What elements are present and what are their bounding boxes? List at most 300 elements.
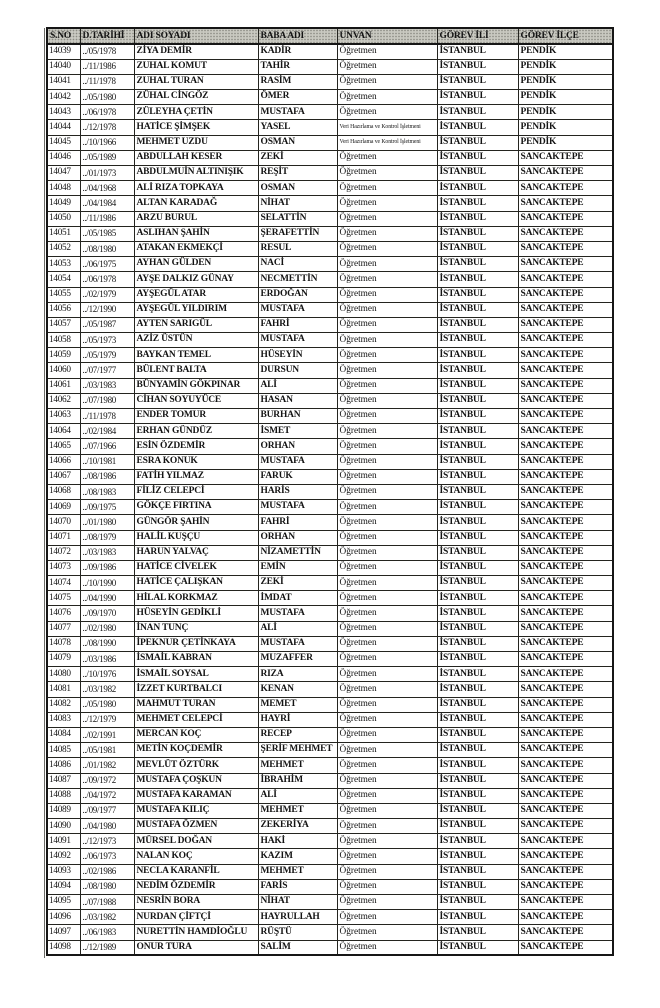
cell-district: SANCAKTEPE — [518, 910, 613, 925]
cell-full-name: İZZET KURTBALCI — [134, 682, 258, 697]
cell-title: Öğretmen — [337, 819, 437, 834]
cell-full-name: ZÜHAL CİNGÖZ — [134, 90, 258, 105]
cell-district: SANCAKTEPE — [518, 834, 613, 849]
table-row — [47, 302, 613, 317]
cell-birth-date: ../05/1989 — [80, 150, 134, 165]
cell-birth-date: ../04/1980 — [80, 819, 134, 834]
cell-father-name: FARUK — [258, 469, 337, 484]
cell-father-name: MUSTAFA — [258, 302, 337, 317]
cell-father-name: MUSTAFA — [258, 606, 337, 621]
column-header-father-name: BABA ADI — [258, 28, 337, 44]
cell-title: Öğretmen — [337, 105, 437, 120]
cell-father-name: KENAN — [258, 682, 337, 697]
cell-district: SANCAKTEPE — [518, 241, 613, 256]
table-row — [47, 241, 613, 256]
cell-father-name: SALİM — [258, 940, 337, 955]
table-row — [47, 545, 613, 560]
cell-district: SANCAKTEPE — [518, 606, 613, 621]
cell-sno: 14046 — [47, 150, 80, 165]
cell-father-name: ŞERAFETTİN — [258, 226, 337, 241]
cell-father-name: DURSUN — [258, 363, 337, 378]
cell-birth-date: ../02/1980 — [80, 621, 134, 636]
cell-father-name: NİZAMETTİN — [258, 545, 337, 560]
cell-province: İSTANBUL — [437, 135, 518, 150]
cell-father-name: MEHMET — [258, 758, 337, 773]
cell-province: İSTANBUL — [437, 895, 518, 910]
cell-sno: 14049 — [47, 196, 80, 211]
cell-full-name: HALİL KUŞÇU — [134, 530, 258, 545]
cell-title: Öğretmen — [337, 196, 437, 211]
cell-province: İSTANBUL — [437, 439, 518, 454]
cell-birth-date: ../04/1990 — [80, 591, 134, 606]
cell-birth-date: ../09/1986 — [80, 560, 134, 575]
cell-district: PENDİK — [518, 105, 613, 120]
cell-district: SANCAKTEPE — [518, 226, 613, 241]
cell-full-name: MEVLÜT ÖZTÜRK — [134, 758, 258, 773]
cell-father-name: ALİ — [258, 621, 337, 636]
cell-province: İSTANBUL — [437, 682, 518, 697]
cell-province: İSTANBUL — [437, 181, 518, 196]
cell-full-name: ABDULMUİN ALTINIŞIK — [134, 166, 258, 181]
cell-province: İSTANBUL — [437, 621, 518, 636]
cell-father-name: RECEP — [258, 727, 337, 742]
cell-father-name: ALİ — [258, 378, 337, 393]
cell-full-name: NEDİM ÖZDEMİR — [134, 879, 258, 894]
table-row — [47, 895, 613, 910]
cell-district: SANCAKTEPE — [518, 393, 613, 408]
cell-sno: 14064 — [47, 424, 80, 439]
cell-full-name: NURETTİN HAMDİOĞLU — [134, 925, 258, 940]
cell-birth-date: ../11/1978 — [80, 74, 134, 89]
cell-sno: 14083 — [47, 712, 80, 727]
cell-province: İSTANBUL — [437, 484, 518, 499]
cell-province: İSTANBUL — [437, 849, 518, 864]
cell-title: Öğretmen — [337, 302, 437, 317]
cell-province: İSTANBUL — [437, 150, 518, 165]
cell-birth-date: ../02/1991 — [80, 727, 134, 742]
table-row — [47, 803, 613, 818]
cell-full-name: ARZU BURUL — [134, 211, 258, 226]
cell-title: Öğretmen — [337, 272, 437, 287]
cell-district: PENDİK — [518, 90, 613, 105]
cell-title: Öğretmen — [337, 849, 437, 864]
cell-sno: 14057 — [47, 317, 80, 332]
cell-birth-date: ../10/1976 — [80, 667, 134, 682]
cell-province: İSTANBUL — [437, 317, 518, 332]
cell-district: SANCAKTEPE — [518, 621, 613, 636]
cell-district: SANCAKTEPE — [518, 378, 613, 393]
cell-father-name: RIZA — [258, 667, 337, 682]
cell-birth-date: ../12/1990 — [80, 302, 134, 317]
cell-birth-date: ../07/1966 — [80, 439, 134, 454]
cell-father-name: ORHAN — [258, 439, 337, 454]
table-row — [47, 469, 613, 484]
cell-full-name: BÜLENT BALTA — [134, 363, 258, 378]
cell-title: Öğretmen — [337, 348, 437, 363]
cell-full-name: AYHAN GÜLDEN — [134, 257, 258, 272]
cell-sno: 14055 — [47, 287, 80, 302]
table-row — [47, 120, 613, 135]
cell-province: İSTANBUL — [437, 378, 518, 393]
cell-title: Öğretmen — [337, 257, 437, 272]
cell-birth-date: ../05/1973 — [80, 333, 134, 348]
cell-full-name: METİN KOÇDEMİR — [134, 743, 258, 758]
cell-birth-date: ../09/1972 — [80, 773, 134, 788]
table-row — [47, 317, 613, 332]
cell-district: SANCAKTEPE — [518, 409, 613, 424]
cell-full-name: ZÜLEYHA ÇETİN — [134, 105, 258, 120]
table-row — [47, 864, 613, 879]
cell-province: İSTANBUL — [437, 652, 518, 667]
cell-title: Öğretmen — [337, 545, 437, 560]
cell-sno: 14070 — [47, 515, 80, 530]
cell-province: İSTANBUL — [437, 803, 518, 818]
cell-district: SANCAKTEPE — [518, 712, 613, 727]
cell-sno: 14047 — [47, 166, 80, 181]
cell-province: İSTANBUL — [437, 591, 518, 606]
cell-sno: 14063 — [47, 409, 80, 424]
cell-province: İSTANBUL — [437, 74, 518, 89]
cell-province: İSTANBUL — [437, 727, 518, 742]
cell-sno: 14044 — [47, 120, 80, 135]
cell-title: Öğretmen — [337, 226, 437, 241]
table-row — [47, 743, 613, 758]
cell-full-name: MUSTAFA ÇOŞKUN — [134, 773, 258, 788]
cell-full-name: HATİCE ŞİMŞEK — [134, 120, 258, 135]
cell-province: İSTANBUL — [437, 105, 518, 120]
cell-father-name: RESUL — [258, 241, 337, 256]
cell-province: İSTANBUL — [437, 606, 518, 621]
cell-district: SANCAKTEPE — [518, 272, 613, 287]
cell-district: SANCAKTEPE — [518, 652, 613, 667]
cell-district: SANCAKTEPE — [518, 849, 613, 864]
cell-sno: 14045 — [47, 135, 80, 150]
cell-full-name: İPEKNUR ÇETİNKAYA — [134, 636, 258, 651]
cell-title: Öğretmen — [337, 166, 437, 181]
cell-sno: 14072 — [47, 545, 80, 560]
cell-full-name: CİHAN SOYUYÜCE — [134, 393, 258, 408]
cell-birth-date: ../12/1989 — [80, 940, 134, 955]
table-row — [47, 773, 613, 788]
cell-district: SANCAKTEPE — [518, 439, 613, 454]
cell-father-name: KAZIM — [258, 849, 337, 864]
cell-title: Öğretmen — [337, 576, 437, 591]
cell-full-name: MUSTAFA KILIÇ — [134, 803, 258, 818]
cell-district: SANCAKTEPE — [518, 302, 613, 317]
table-row — [47, 819, 613, 834]
cell-birth-date: ../01/1982 — [80, 758, 134, 773]
cell-title: Öğretmen — [337, 758, 437, 773]
column-header-province: GÖREV İLİ — [437, 28, 518, 44]
cell-full-name: MUSTAFA ÖZMEN — [134, 819, 258, 834]
cell-full-name: HATİCE CİVELEK — [134, 560, 258, 575]
cell-birth-date: ../11/1986 — [80, 211, 134, 226]
cell-birth-date: ../08/1986 — [80, 469, 134, 484]
cell-district: SANCAKTEPE — [518, 788, 613, 803]
cell-province: İSTANBUL — [437, 393, 518, 408]
cell-sno: 14065 — [47, 439, 80, 454]
cell-father-name: İBRAHİM — [258, 773, 337, 788]
cell-full-name: ATAKAN EKMEKÇİ — [134, 241, 258, 256]
cell-sno: 14095 — [47, 895, 80, 910]
cell-sno: 14094 — [47, 879, 80, 894]
cell-birth-date: ../10/1981 — [80, 454, 134, 469]
table-row — [47, 409, 613, 424]
cell-district: SANCAKTEPE — [518, 181, 613, 196]
cell-district: SANCAKTEPE — [518, 560, 613, 575]
cell-birth-date: ../07/1980 — [80, 393, 134, 408]
cell-title: Öğretmen — [337, 788, 437, 803]
cell-title: Öğretmen — [337, 895, 437, 910]
cell-province: İSTANBUL — [437, 500, 518, 515]
cell-full-name: HÜSEYİN GEDİKLİ — [134, 606, 258, 621]
cell-title: Öğretmen — [337, 606, 437, 621]
cell-full-name: NESRİN BORA — [134, 895, 258, 910]
cell-province: İSTANBUL — [437, 788, 518, 803]
cell-sno: 14039 — [47, 44, 80, 59]
table-row — [47, 166, 613, 181]
table-row — [47, 181, 613, 196]
cell-full-name: MERCAN KOÇ — [134, 727, 258, 742]
cell-title: Öğretmen — [337, 500, 437, 515]
cell-full-name: ABDULLAH KESER — [134, 150, 258, 165]
cell-sno: 14060 — [47, 363, 80, 378]
cell-sno: 14059 — [47, 348, 80, 363]
cell-district: SANCAKTEPE — [518, 211, 613, 226]
cell-title: Veri Hazırlama ve Kontrol İşletmeni — [337, 120, 437, 135]
table-row — [47, 348, 613, 363]
table-row — [47, 697, 613, 712]
cell-birth-date: ../03/1983 — [80, 378, 134, 393]
cell-province: İSTANBUL — [437, 697, 518, 712]
cell-full-name: ZUHAL KOMUT — [134, 59, 258, 74]
cell-sno: 14082 — [47, 697, 80, 712]
cell-province: İSTANBUL — [437, 743, 518, 758]
cell-birth-date: ../10/1990 — [80, 576, 134, 591]
cell-province: İSTANBUL — [437, 667, 518, 682]
cell-district: SANCAKTEPE — [518, 576, 613, 591]
table-header-row — [47, 28, 613, 44]
cell-father-name: HAKİ — [258, 834, 337, 849]
table-row — [47, 712, 613, 727]
cell-birth-date: ../07/1977 — [80, 363, 134, 378]
cell-birth-date: ../04/1984 — [80, 196, 134, 211]
cell-birth-date: ../06/1983 — [80, 925, 134, 940]
cell-father-name: ALİ — [258, 788, 337, 803]
cell-father-name: BURHAN — [258, 409, 337, 424]
cell-sno: 14079 — [47, 652, 80, 667]
cell-father-name: EMİN — [258, 560, 337, 575]
table-body — [47, 44, 613, 955]
cell-birth-date: ../03/1982 — [80, 910, 134, 925]
cell-district: SANCAKTEPE — [518, 500, 613, 515]
cell-sno: 14097 — [47, 925, 80, 940]
cell-father-name: MUSTAFA — [258, 105, 337, 120]
cell-district: SANCAKTEPE — [518, 697, 613, 712]
cell-sno: 14040 — [47, 59, 80, 74]
table-row — [47, 591, 613, 606]
cell-sno: 14056 — [47, 302, 80, 317]
cell-district: SANCAKTEPE — [518, 424, 613, 439]
cell-full-name: AYŞEGÜL YILDIRIM — [134, 302, 258, 317]
cell-district: SANCAKTEPE — [518, 667, 613, 682]
cell-birth-date: ../09/1975 — [80, 500, 134, 515]
table-row — [47, 424, 613, 439]
cell-title: Öğretmen — [337, 211, 437, 226]
cell-sno: 14052 — [47, 241, 80, 256]
cell-province: İSTANBUL — [437, 879, 518, 894]
cell-full-name: İSMAİL KABRAN — [134, 652, 258, 667]
cell-full-name: ERHAN GÜNDÜZ — [134, 424, 258, 439]
cell-father-name: SELATTİN — [258, 211, 337, 226]
cell-sno: 14073 — [47, 560, 80, 575]
cell-province: İSTANBUL — [437, 636, 518, 651]
cell-father-name: HÜSEYİN — [258, 348, 337, 363]
cell-title: Öğretmen — [337, 409, 437, 424]
cell-father-name: RASİM — [258, 74, 337, 89]
table-row — [47, 925, 613, 940]
cell-district: SANCAKTEPE — [518, 469, 613, 484]
cell-full-name: AYTEN SARIGÜL — [134, 317, 258, 332]
cell-province: İSTANBUL — [437, 773, 518, 788]
cell-sno: 14042 — [47, 90, 80, 105]
cell-title: Öğretmen — [337, 697, 437, 712]
cell-sno: 14053 — [47, 257, 80, 272]
cell-title: Öğretmen — [337, 439, 437, 454]
cell-sno: 14090 — [47, 819, 80, 834]
cell-province: İSTANBUL — [437, 302, 518, 317]
cell-full-name: İNAN TUNÇ — [134, 621, 258, 636]
cell-title: Öğretmen — [337, 287, 437, 302]
cell-full-name: MUSTAFA KARAMAN — [134, 788, 258, 803]
cell-sno: 14085 — [47, 743, 80, 758]
table-row — [47, 226, 613, 241]
cell-full-name: NURDAN ÇİFTÇİ — [134, 910, 258, 925]
cell-birth-date: ../03/1982 — [80, 682, 134, 697]
cell-father-name: NECMETTİN — [258, 272, 337, 287]
cell-title: Öğretmen — [337, 743, 437, 758]
cell-province: İSTANBUL — [437, 910, 518, 925]
cell-district: SANCAKTEPE — [518, 803, 613, 818]
table-row — [47, 74, 613, 89]
cell-father-name: YASEL — [258, 120, 337, 135]
cell-title: Öğretmen — [337, 378, 437, 393]
cell-province: İSTANBUL — [437, 90, 518, 105]
cell-title: Öğretmen — [337, 940, 437, 955]
cell-title: Öğretmen — [337, 879, 437, 894]
cell-full-name: BÜNYAMİN GÖKPINAR — [134, 378, 258, 393]
cell-title: Öğretmen — [337, 910, 437, 925]
table-row — [47, 44, 613, 59]
cell-title: Öğretmen — [337, 469, 437, 484]
cell-title: Öğretmen — [337, 667, 437, 682]
cell-title: Öğretmen — [337, 44, 437, 59]
table-row — [47, 393, 613, 408]
cell-district: SANCAKTEPE — [518, 819, 613, 834]
cell-title: Öğretmen — [337, 803, 437, 818]
table-row — [47, 667, 613, 682]
cell-district: SANCAKTEPE — [518, 758, 613, 773]
cell-father-name: İSMET — [258, 424, 337, 439]
cell-sno: 14043 — [47, 105, 80, 120]
cell-full-name: GÜNGÖR ŞAHİN — [134, 515, 258, 530]
cell-father-name: İMDAT — [258, 591, 337, 606]
table-row — [47, 682, 613, 697]
table-row — [47, 211, 613, 226]
cell-district: SANCAKTEPE — [518, 727, 613, 742]
cell-province: İSTANBUL — [437, 363, 518, 378]
cell-province: İSTANBUL — [437, 257, 518, 272]
cell-title: Öğretmen — [337, 560, 437, 575]
cell-title: Öğretmen — [337, 363, 437, 378]
cell-birth-date: ../05/1980 — [80, 90, 134, 105]
cell-sno: 14054 — [47, 272, 80, 287]
cell-title: Öğretmen — [337, 424, 437, 439]
cell-district: SANCAKTEPE — [518, 925, 613, 940]
cell-full-name: İSMAİL SOYSAL — [134, 667, 258, 682]
cell-title: Öğretmen — [337, 591, 437, 606]
cell-father-name: OSMAN — [258, 181, 337, 196]
cell-sno: 14087 — [47, 773, 80, 788]
cell-province: İSTANBUL — [437, 196, 518, 211]
cell-birth-date: ../06/1973 — [80, 849, 134, 864]
cell-province: İSTANBUL — [437, 424, 518, 439]
cell-birth-date: ../03/1983 — [80, 545, 134, 560]
cell-sno: 14067 — [47, 469, 80, 484]
cell-father-name: MEHMET — [258, 864, 337, 879]
cell-district: SANCAKTEPE — [518, 591, 613, 606]
cell-sno: 14080 — [47, 667, 80, 682]
table-row — [47, 560, 613, 575]
table-row — [47, 333, 613, 348]
cell-full-name: MAHMUT TURAN — [134, 697, 258, 712]
cell-sno: 14061 — [47, 378, 80, 393]
cell-province: İSTANBUL — [437, 333, 518, 348]
cell-full-name: AZİZ ÜSTÜN — [134, 333, 258, 348]
cell-full-name: HİLAL KORKMAZ — [134, 591, 258, 606]
cell-father-name: REŞİT — [258, 166, 337, 181]
cell-father-name: FARİS — [258, 879, 337, 894]
table-row — [47, 636, 613, 651]
cell-district: SANCAKTEPE — [518, 682, 613, 697]
cell-birth-date: ../02/1979 — [80, 287, 134, 302]
table-row — [47, 940, 613, 955]
cell-father-name: RÜŞTÜ — [258, 925, 337, 940]
cell-sno: 14092 — [47, 849, 80, 864]
cell-birth-date: ../09/1970 — [80, 606, 134, 621]
table-row — [47, 834, 613, 849]
cell-district: SANCAKTEPE — [518, 150, 613, 165]
cell-district: SANCAKTEPE — [518, 636, 613, 651]
cell-father-name: FAHRİ — [258, 317, 337, 332]
cell-birth-date: ../05/1981 — [80, 743, 134, 758]
cell-birth-date: ../08/1980 — [80, 879, 134, 894]
cell-birth-date: ../04/1972 — [80, 788, 134, 803]
cell-full-name: FİLİZ CELEPCİ — [134, 484, 258, 499]
cell-title: Öğretmen — [337, 925, 437, 940]
cell-full-name: ZİYA DEMİR — [134, 44, 258, 59]
cell-province: İSTANBUL — [437, 120, 518, 135]
cell-title: Öğretmen — [337, 317, 437, 332]
cell-birth-date: ../06/1978 — [80, 272, 134, 287]
cell-sno: 14066 — [47, 454, 80, 469]
cell-province: İSTANBUL — [437, 226, 518, 241]
cell-district: PENDİK — [518, 44, 613, 59]
cell-birth-date: ../09/1977 — [80, 803, 134, 818]
cell-district: PENDİK — [518, 120, 613, 135]
cell-title: Öğretmen — [337, 59, 437, 74]
cell-full-name: MEHMET CELEPCİ — [134, 712, 258, 727]
